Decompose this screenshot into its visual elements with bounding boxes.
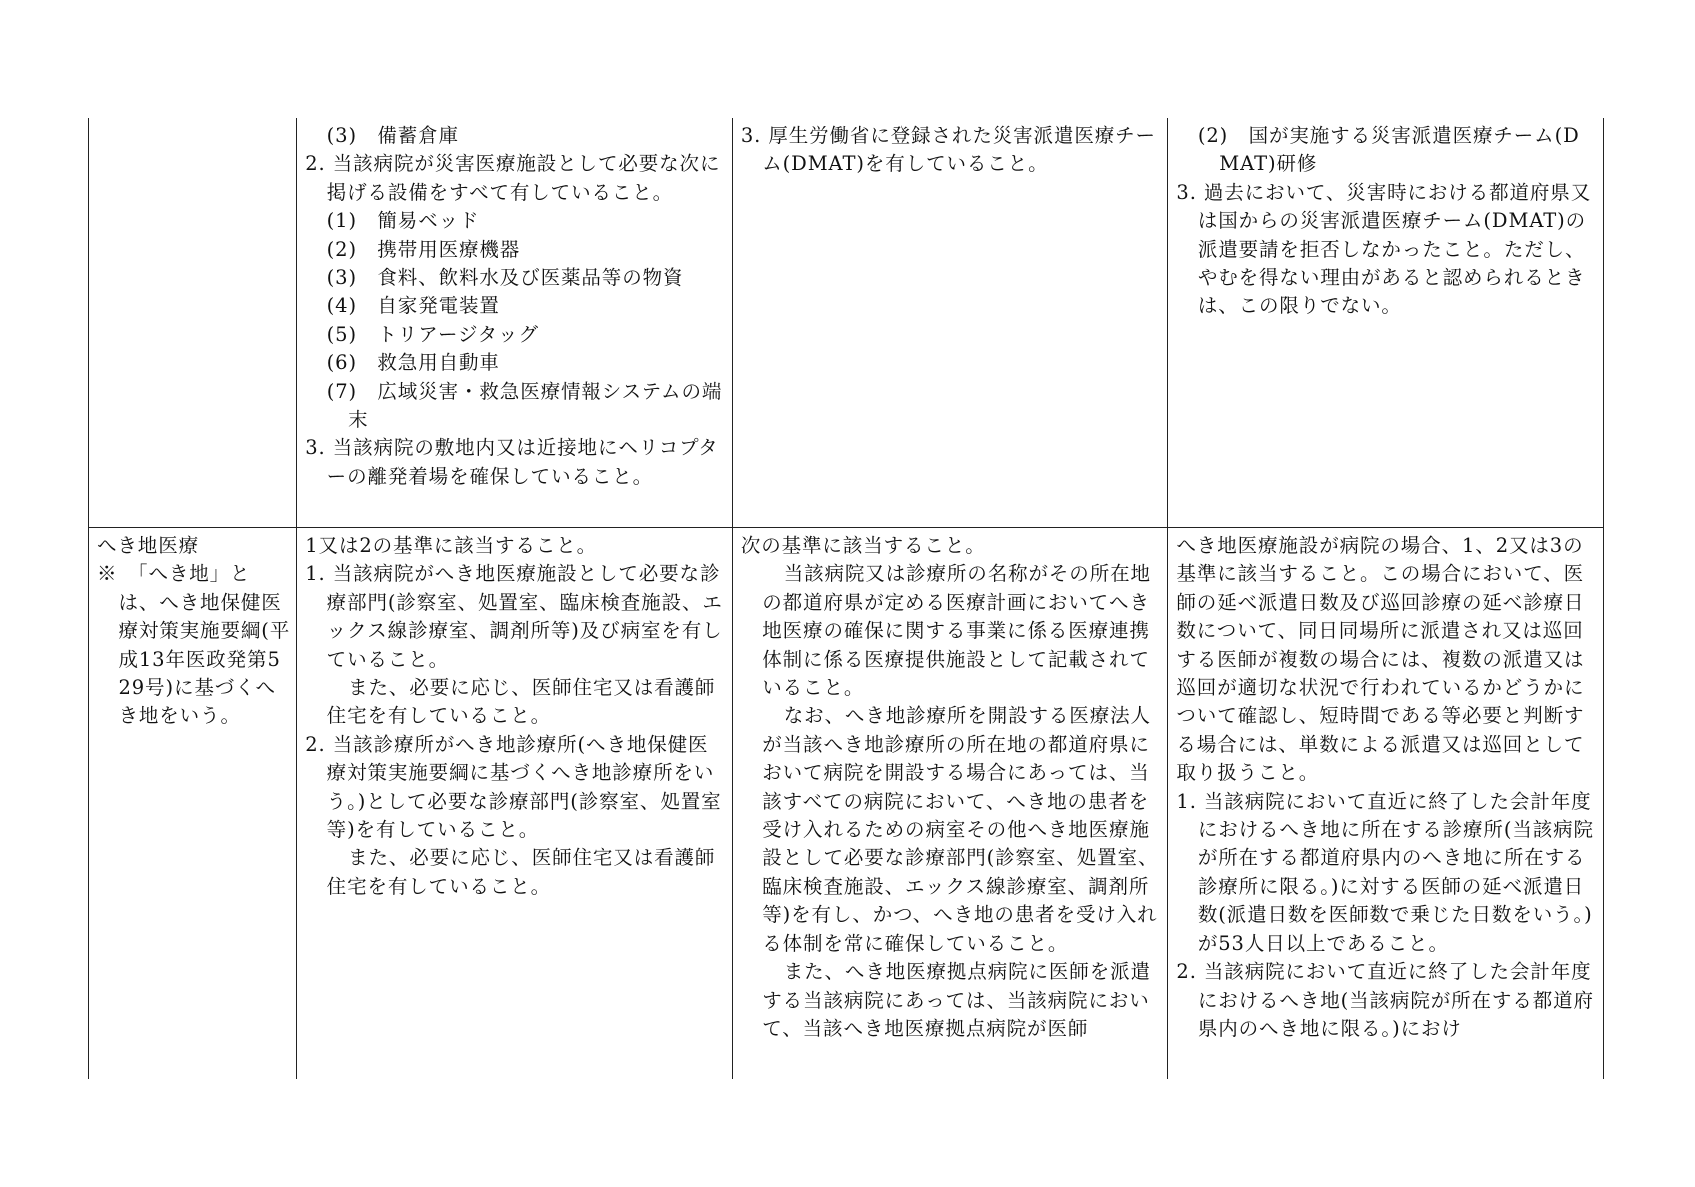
paragraph: へき地医療 bbox=[97, 534, 200, 557]
paragraph: なお、へき地診療所を開設する医療法人が当該へき地診療所の所在地の都道府県において病院を開設する場合にあっては、当該すべての病院において、へき地の患者を受け入れるための病室その他へき地医療施設として必要な診療部門(診察室、処置室、臨床検査施設、エックス線診療室、調剤所等)を有し、かつ、へき地の患者を受け入れる体制を常に確保していること。 bbox=[762, 704, 1159, 955]
paragraph: 次の基準に該当すること。 bbox=[740, 534, 986, 557]
designation-requirements-cell bbox=[732, 118, 1168, 528]
criteria-table bbox=[88, 118, 1604, 1079]
paragraph: (2) 携帯用医療機器 bbox=[326, 237, 521, 261]
performance-requirements-cell bbox=[1168, 118, 1604, 528]
designation-requirements-cell bbox=[732, 528, 1168, 1080]
category-cell bbox=[89, 118, 297, 528]
paragraph: 1. 当該病院がへき地医療施設として必要な診療部門(診察室、処置室、臨床検査施設、エックス線診療室、調剤所等)及び病室を有していること。 bbox=[305, 562, 723, 671]
paragraph: (6) 救急用自動車 bbox=[326, 351, 500, 375]
paragraph: (7) 広域災害・救急医療情報システムの端末 bbox=[326, 379, 723, 432]
paragraph: (2) 国が実施する災害派遣医療チーム(DMAT)研修 bbox=[1197, 124, 1580, 176]
paragraph: 当該病院又は診療所の名称がその所在地の都道府県が定める医療計画においてへき地医療の確保に関する事業に係る医療連携体制に係る医療提供施設として記載されていること。 bbox=[762, 562, 1151, 700]
paragraph: 2. 当該病院が災害医療施設として必要な次に掲げる設備をすべて有していること。 bbox=[305, 152, 721, 204]
table-row bbox=[89, 118, 1604, 528]
paragraph: また、必要に応じ、医師住宅又は看護師住宅を有していること。 bbox=[326, 846, 716, 898]
paragraph: 3. 当該病院の敷地内又は近接地にヘリコプターの離発着場を確保していること。 bbox=[305, 436, 719, 488]
table-row bbox=[89, 528, 1604, 1080]
facility-requirements-cell bbox=[297, 528, 733, 1080]
paragraph: 3. 厚生労働省に登録された災害派遣医療チーム(DMAT)を有していること。 bbox=[740, 124, 1156, 176]
paragraph: 2. 当該診療所がへき地診療所(へき地保健医療対策実施要綱に基づくへき地診療所をいう。)として必要な診療部門(診察室、処置室等)を有していること。 bbox=[305, 732, 722, 842]
paragraph: (4) 自家発電装置 bbox=[326, 294, 500, 318]
paragraph: また、必要に応じ、医師住宅又は看護師住宅を有していること。 bbox=[326, 676, 716, 728]
paragraph: また、へき地医療拠点病院に医師を派遣する当該病院にあっては、当該病院において、当該へき地医療拠点病院が医師 bbox=[762, 960, 1151, 1040]
paragraph: 1又は2の基準に該当すること。 bbox=[305, 534, 598, 557]
paragraph: へき地医療施設が病院の場合、1、2又は3の基準に該当すること。この場合において、医師の延べ派遣日数及び巡回診療の延べ診療日数について、同日同場所に派遣され又は巡回する医師が複数の場合には、複数の派遣又は巡回が適切な状況で行われているかどうかについて確認し、短時間である等必要と判断する場合には、単数による派遣又は巡回として取り扱うこと。 bbox=[1176, 534, 1585, 785]
paragraph: 1. 当該病院において直近に終了した会計年度におけるへき地に所在する診療所(当該病院が所在する都道府県内のへき地に所在する診療所に限る。)に対する医師の延べ派遣日数(派遣日数を医師数で乗じた日数をいう。)が53人日以上であること。 bbox=[1176, 789, 1594, 955]
paragraph: (1) 簡易ベッド bbox=[326, 209, 480, 233]
paragraph: 2. 当該病院において直近に終了した会計年度におけるへき地(当該病院が所在する都道府県内のへき地に限る。)におけ bbox=[1176, 960, 1594, 1040]
paragraph: ※ 「へき地」とは、へき地保健医療対策実施要綱(平成13年医政発第529号)に基づくへき地をいう。 bbox=[97, 562, 291, 728]
paragraph: (3) 備蓄倉庫 bbox=[326, 124, 459, 147]
performance-requirements-cell bbox=[1168, 528, 1604, 1080]
paragraph: (5) トリアージタッグ bbox=[326, 322, 539, 346]
category-cell bbox=[89, 528, 297, 1080]
facility-requirements-cell bbox=[297, 118, 733, 528]
paragraph: 3. 過去において、災害時における都道府県又は国からの災害派遣医療チーム(DMAT)の派遣要請を拒否しなかったこと。ただし、やむを得ない理由があると認められるときは、この限りでない。 bbox=[1176, 180, 1592, 318]
paragraph: (3) 食料、飲料水及び医薬品等の物資 bbox=[326, 266, 684, 290]
